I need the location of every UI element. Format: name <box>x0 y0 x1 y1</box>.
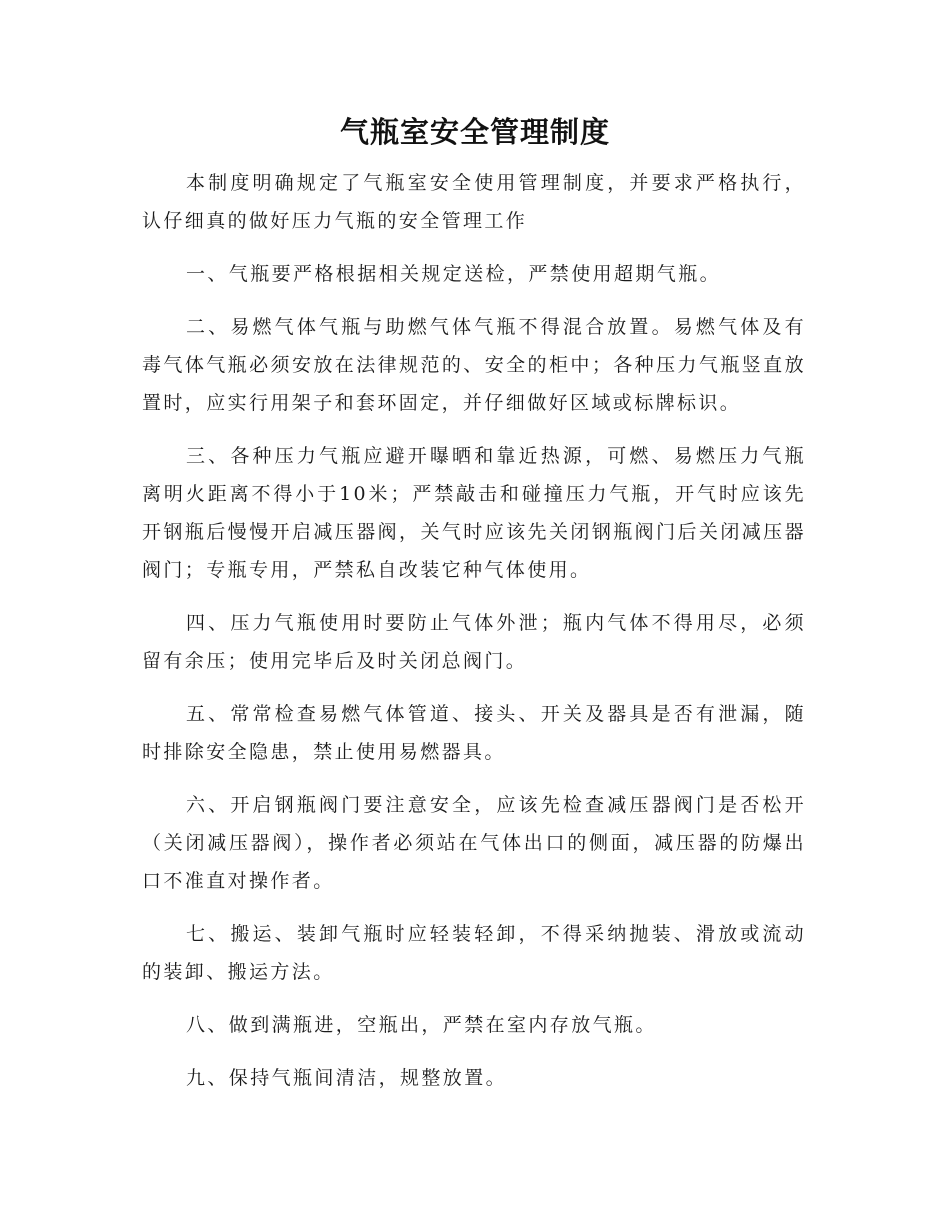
paragraph-rule-7: 七、搬运、装卸气瓶时应轻装轻卸，不得采纳抛装、滑放或流动的装卸、搬运方法。 <box>142 923 806 983</box>
document-body <box>142 164 806 1112</box>
paragraph-rule-8: 八、做到满瓶进，空瓶出，严禁在室内存放气瓶。 <box>186 1014 657 1036</box>
paragraph-rule-2: 二、易燃气体气瓶与助燃气体气瓶不得混合放置。易燃气体及有毒气体气瓶必须安放在法律规范的、安全的柜中；各种压力气瓶竖直放置时，应实行用架子和套环固定，并仔细做好区域或标牌标识。 <box>142 316 806 414</box>
document-title: 气瓶室安全管理制度 <box>339 115 610 149</box>
paragraph-rule-3: 三、各种压力气瓶应避开曝晒和靠近热源，可燃、易燃压力气瓶离明火距离不得小于10米；严禁敲击和碰撞压力气瓶，开气时应该先开钢瓶后慢慢开启减压器阀，关气时应该先关闭钢瓶阀门后关闭减压器阀门；专瓶专用，严禁私自改装它种气体使用。 <box>142 445 806 581</box>
paragraph-intro: 本制度明确规定了气瓶室安全使用管理制度，并要求严格执行，认仔细真的做好压力气瓶的安全管理工作 <box>142 172 806 232</box>
paragraph-rule-6: 六、开启钢瓶阀门要注意安全，应该先检查减压器阀门是否松开（关闭减压器阀），操作者必须站在气体出口的侧面，减压器的防爆出口不准直对操作者。 <box>142 794 806 892</box>
paragraph-rule-5: 五、常常检查易燃气体管道、接头、开关及器具是否有泄漏，随时排除安全隐患，禁止使用易燃器具。 <box>142 703 806 763</box>
paragraph-rule-1: 一、气瓶要严格根据相关规定送检，严禁使用超期气瓶。 <box>186 263 722 285</box>
paragraph-rule-4: 四、压力气瓶使用时要防止气体外泄；瓶内气体不得用尽，必须留有余压；使用完毕后及时关闭总阀门。 <box>142 612 806 672</box>
paragraph-rule-9: 九、保持气瓶间清洁，规整放置。 <box>186 1067 508 1089</box>
